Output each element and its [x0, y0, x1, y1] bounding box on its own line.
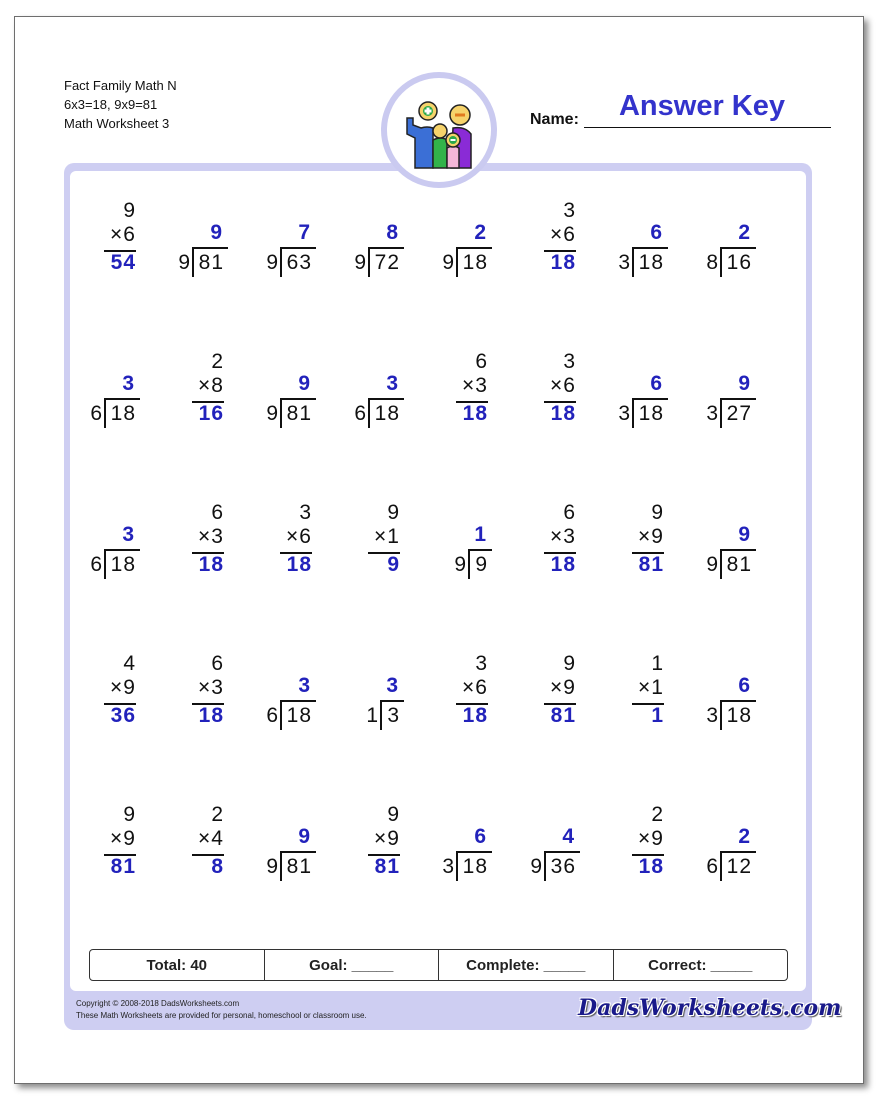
score-total: Total: 40: [90, 950, 265, 980]
dividend: 18: [638, 402, 664, 425]
multiplicand: 3: [299, 501, 312, 524]
multiplier: ×6: [110, 223, 136, 246]
product-answer: 18: [286, 553, 312, 576]
product-answer: 81: [374, 855, 400, 878]
multiplier: ×4: [198, 827, 224, 850]
division-problem: [240, 803, 312, 903]
division-problem: [680, 652, 752, 752]
divisor: 9: [706, 553, 718, 576]
divisor: 3: [706, 704, 718, 727]
division-bracket: [104, 398, 106, 428]
division-bar: [632, 247, 668, 249]
division-bracket: [280, 700, 282, 730]
division-problem: [416, 803, 488, 903]
division-bar: [720, 398, 756, 400]
dividend: 18: [110, 553, 136, 576]
division-bar: [468, 549, 492, 551]
dividend: 27: [726, 402, 752, 425]
product-answer: 16: [198, 402, 224, 425]
division-problem: [416, 199, 488, 299]
multiplicand: 6: [211, 501, 224, 524]
division-bar: [720, 549, 756, 551]
divisor: 9: [454, 553, 466, 576]
divisor: 6: [266, 704, 278, 727]
quotient-answer: 9: [298, 825, 310, 848]
multiplication-problem: [328, 501, 400, 601]
copyright-text: Copyright © 2008-2018 DadsWorksheets.com: [76, 999, 240, 1008]
division-bracket: [720, 700, 722, 730]
quotient-answer: 2: [738, 825, 750, 848]
division-bar: [104, 549, 140, 551]
division-problem: [328, 199, 400, 299]
product-answer: 18: [462, 402, 488, 425]
dividend: 16: [726, 251, 752, 274]
division-problem: [680, 199, 752, 299]
division-bar: [104, 398, 140, 400]
multiplicand: 9: [123, 199, 136, 222]
product-answer: 81: [550, 704, 576, 727]
division-problem: [680, 501, 752, 601]
multiplication-problem: [152, 803, 224, 903]
dividend: 9: [475, 553, 488, 576]
multiplication-problem: [152, 652, 224, 752]
division-problem: [240, 199, 312, 299]
dividend: 18: [462, 855, 488, 878]
dividend: 72: [374, 251, 400, 274]
quotient-answer: 1: [474, 523, 486, 546]
dividend: 63: [286, 251, 312, 274]
division-bar: [280, 851, 316, 853]
divisor: 6: [90, 553, 102, 576]
division-bracket: [468, 549, 470, 579]
division-problem: [240, 350, 312, 450]
division-bracket: [380, 700, 382, 730]
product-answer: 18: [550, 553, 576, 576]
name-line: [584, 127, 831, 128]
worksheet-title: Fact Family Math N: [64, 78, 177, 93]
division-problem: [328, 652, 400, 752]
quotient-answer: 9: [738, 523, 750, 546]
quotient-answer: 3: [122, 523, 134, 546]
multiplicand: 6: [563, 501, 576, 524]
multiplier: ×9: [374, 827, 400, 850]
divisor: 9: [178, 251, 190, 274]
dividend: 81: [726, 553, 752, 576]
dividend: 18: [374, 402, 400, 425]
dividend: 18: [638, 251, 664, 274]
quotient-answer: 3: [122, 372, 134, 395]
multiplier: ×9: [110, 827, 136, 850]
multiplier: ×8: [198, 374, 224, 397]
multiplication-problem: [64, 803, 136, 903]
division-bracket: [632, 247, 634, 277]
multiplication-problem: [240, 501, 312, 601]
multiplicand: 2: [651, 803, 664, 826]
division-bar: [456, 247, 492, 249]
product-answer: 8: [211, 855, 224, 878]
divisor: 3: [618, 402, 630, 425]
quotient-answer: 9: [298, 372, 310, 395]
worksheet-subtitle: 6x3=18, 9x9=81: [64, 97, 158, 112]
division-bar: [720, 851, 756, 853]
multiplication-problem: [592, 803, 664, 903]
division-problem: [64, 350, 136, 450]
division-bar: [280, 247, 316, 249]
multiplier: ×3: [198, 525, 224, 548]
multiplicand: 3: [563, 199, 576, 222]
division-problem: [328, 350, 400, 450]
multiplicand: 9: [387, 501, 400, 524]
division-problem: [240, 652, 312, 752]
quotient-answer: 9: [210, 221, 222, 244]
quotient-answer: 9: [738, 372, 750, 395]
dividend: 81: [286, 402, 312, 425]
score-goal[interactable]: Goal: _____: [265, 950, 440, 980]
quotient-answer: 6: [474, 825, 486, 848]
usage-note: These Math Worksheets are provided for personal, homeschool or classroom use.: [76, 1011, 367, 1020]
multiplicand: 3: [563, 350, 576, 373]
quotient-answer: 3: [298, 674, 310, 697]
product-answer: 81: [110, 855, 136, 878]
product-answer: 18: [638, 855, 664, 878]
multiplication-problem: [416, 652, 488, 752]
product-answer: 9: [387, 553, 400, 576]
division-bracket: [280, 398, 282, 428]
division-bar: [720, 247, 756, 249]
copyright-block: [76, 998, 367, 1022]
divisor: 9: [266, 855, 278, 878]
division-bracket: [720, 247, 722, 277]
division-problem: [680, 803, 752, 903]
multiplication-problem: [416, 350, 488, 450]
dividend: 3: [387, 704, 400, 727]
multiplicand: 6: [211, 652, 224, 675]
division-bracket: [544, 851, 546, 881]
multiplier: ×3: [198, 676, 224, 699]
fact-family-logo: [381, 72, 497, 188]
multiplicand: 1: [651, 652, 664, 675]
brand-logo: DadsWorksheets.com: [578, 995, 842, 1021]
quotient-answer: 6: [650, 372, 662, 395]
dividend: 18: [286, 704, 312, 727]
division-problem: [592, 199, 664, 299]
multiplication-problem: [504, 652, 576, 752]
division-problem: [592, 350, 664, 450]
quotient-answer: 7: [298, 221, 310, 244]
quotient-answer: 2: [474, 221, 486, 244]
multiplicand: 9: [651, 501, 664, 524]
dividend: 81: [286, 855, 312, 878]
dividend: 36: [550, 855, 576, 878]
division-bar: [192, 247, 228, 249]
multiplier: ×9: [638, 827, 664, 850]
division-bar: [368, 398, 404, 400]
divisor: 9: [266, 402, 278, 425]
quotient-answer: 6: [650, 221, 662, 244]
product-answer: 18: [550, 402, 576, 425]
multiplicand: 4: [123, 652, 136, 675]
multiplication-problem: [592, 652, 664, 752]
multiplication-problem: [504, 501, 576, 601]
product-answer: 18: [550, 251, 576, 274]
divisor: 6: [706, 855, 718, 878]
divisor: 9: [266, 251, 278, 274]
multiplier: ×9: [638, 525, 664, 548]
multiplicand: 2: [211, 803, 224, 826]
dividend: 12: [726, 855, 752, 878]
quotient-answer: 3: [386, 674, 398, 697]
fact-family-people-icon: [387, 78, 491, 182]
division-bracket: [368, 398, 370, 428]
division-bracket: [456, 247, 458, 277]
division-problem: [152, 199, 224, 299]
divisor: 3: [618, 251, 630, 274]
multiplier: ×1: [638, 676, 664, 699]
product-answer: 18: [462, 704, 488, 727]
multiplier: ×9: [550, 676, 576, 699]
division-bar: [380, 700, 404, 702]
division-bar: [456, 851, 492, 853]
product-answer: 81: [638, 553, 664, 576]
multiplication-problem: [592, 501, 664, 601]
score-box: [89, 949, 788, 981]
name-label: Name:: [530, 111, 579, 128]
multiplier: ×3: [462, 374, 488, 397]
divisor: 3: [442, 855, 454, 878]
division-bracket: [192, 247, 194, 277]
multiplication-problem: [152, 350, 224, 450]
division-bar: [280, 700, 316, 702]
division-bracket: [720, 549, 722, 579]
product-answer: 1: [651, 704, 664, 727]
dividend: 18: [462, 251, 488, 274]
quotient-answer: 6: [738, 674, 750, 697]
divisor: 3: [706, 402, 718, 425]
divisor: 6: [90, 402, 102, 425]
divisor: 1: [366, 704, 378, 727]
divisor: 9: [354, 251, 366, 274]
multiplicand: 9: [387, 803, 400, 826]
division-bar: [544, 851, 580, 853]
multiplicand: 2: [211, 350, 224, 373]
multiplication-problem: [328, 803, 400, 903]
multiplication-problem: [152, 501, 224, 601]
product-answer: 54: [110, 251, 136, 274]
score-complete[interactable]: Complete: _____: [439, 950, 614, 980]
product-answer: 18: [198, 553, 224, 576]
multiplier: ×9: [110, 676, 136, 699]
divisor: 6: [354, 402, 366, 425]
multiplicand: 3: [475, 652, 488, 675]
answer-key-text: Answer Key: [618, 90, 785, 122]
division-bracket: [720, 398, 722, 428]
dividend: 18: [726, 704, 752, 727]
multiplicand: 9: [563, 652, 576, 675]
worksheet-number: Math Worksheet 3: [64, 116, 170, 131]
multiplier: ×1: [374, 525, 400, 548]
multiplication-problem: [504, 350, 576, 450]
score-correct[interactable]: Correct: _____: [648, 957, 753, 974]
dividend: 81: [198, 251, 224, 274]
division-bar: [720, 700, 756, 702]
product-answer: 18: [198, 704, 224, 727]
division-bracket: [104, 549, 106, 579]
division-problem: [64, 501, 136, 601]
multiplier: ×3: [550, 525, 576, 548]
division-problem: [504, 803, 576, 903]
quotient-answer: 3: [386, 372, 398, 395]
division-bracket: [632, 398, 634, 428]
division-bar: [280, 398, 316, 400]
divisor: 8: [706, 251, 718, 274]
multiplication-problem: [504, 199, 576, 299]
product-answer: 36: [110, 704, 136, 727]
multiplier: ×6: [462, 676, 488, 699]
multiplier: ×6: [286, 525, 312, 548]
quotient-answer: 8: [386, 221, 398, 244]
division-bracket: [368, 247, 370, 277]
division-bracket: [456, 851, 458, 881]
quotient-answer: 2: [738, 221, 750, 244]
division-bracket: [280, 851, 282, 881]
multiplier: ×6: [550, 223, 576, 246]
divisor: 9: [442, 251, 454, 274]
division-bracket: [720, 851, 722, 881]
dividend: 18: [110, 402, 136, 425]
division-bracket: [280, 247, 282, 277]
divisor: 9: [530, 855, 542, 878]
multiplicand: 6: [475, 350, 488, 373]
quotient-answer: 4: [562, 825, 574, 848]
multiplication-problem: [64, 199, 136, 299]
division-problem: [416, 501, 488, 601]
division-problem: [680, 350, 752, 450]
multiplicand: 9: [123, 803, 136, 826]
division-bar: [632, 398, 668, 400]
multiplier: ×6: [550, 374, 576, 397]
division-bar: [368, 247, 404, 249]
multiplication-problem: [64, 652, 136, 752]
